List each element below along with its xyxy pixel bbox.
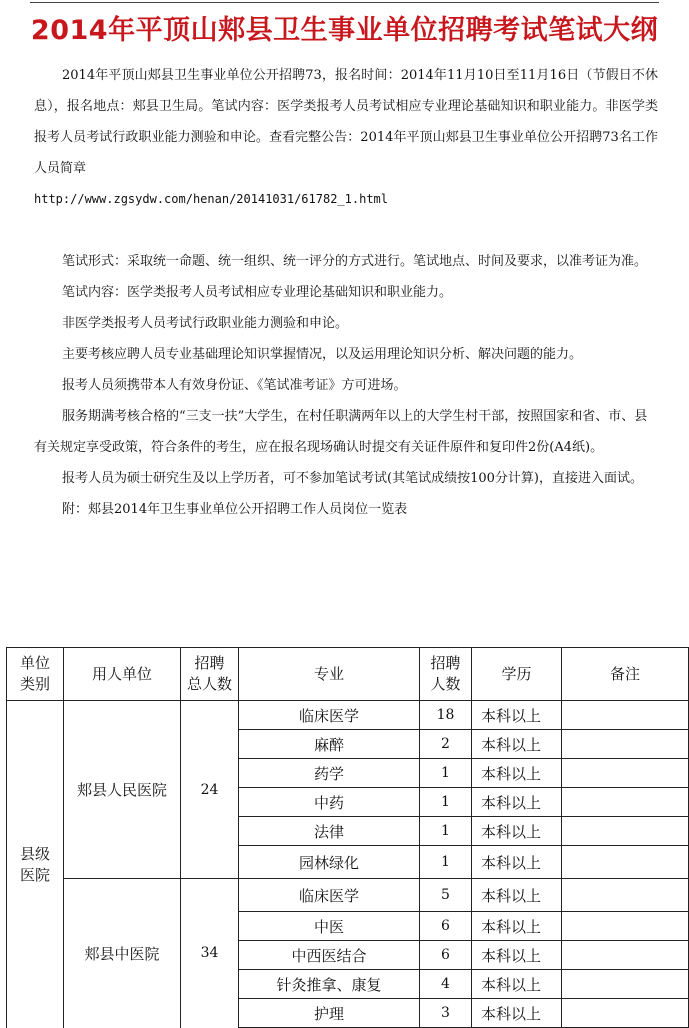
remarks-cell [562,846,689,879]
header-unit: 用人单位 [64,648,181,701]
major-cell: 中西医结合 [239,941,420,970]
positions-table [6,647,689,1028]
major-cell: 药学 [239,759,420,788]
education-cell: 本科以上 [472,879,562,912]
remarks-cell [562,730,689,759]
education-cell: 本科以上 [472,846,562,879]
header-education: 学历 [472,648,562,701]
count-cell: 6 [420,912,472,941]
remarks-cell [562,701,689,730]
unit-total-cell: 34 [181,879,239,1028]
header-category: 单位 类别 [7,648,64,701]
major-cell: 针灸推拿、康复 [239,970,420,999]
remarks-cell [562,788,689,817]
paragraph-policy: 服务期满考核合格的“三支一扶”大学生，在村任职满两年以上的大学生村干部，按照国家和省、市、县有关规定享受政策，符合条件的考生，应在报名现场确认时提交有关证件原件和复印件2份(A4纸)。 [34,409,648,455]
count-cell: 3 [420,999,472,1028]
announcement-link[interactable]: http://www.zgsydw.com/henan/20141031/61782_1.html [34,192,389,206]
document-title: 2014年平顶山郏县卫生事业单位招聘考试笔试大纲 [30,15,659,46]
table-row [7,879,689,912]
remarks-cell [562,999,689,1028]
spacer [34,215,658,246]
remarks-cell [562,970,689,999]
count-cell: 4 [420,970,472,999]
header-remarks: 备注 [562,648,689,701]
appendix-caption: 附：郏县2014年卫生事业单位公开招聘工作人员岗位一览表 [62,502,408,517]
table-header-row [7,648,689,701]
education-cell: 本科以上 [472,970,562,999]
paragraph-exam-content: 笔试内容：医学类报考人员考试相应专业理论基础知识和职业能力。 [62,285,453,300]
education-cell: 本科以上 [472,817,562,846]
major-cell: 法律 [239,817,420,846]
count-cell: 6 [420,941,472,970]
count-cell: 2 [420,730,472,759]
header-total: 招聘 总人数 [181,648,239,701]
major-cell: 中药 [239,788,420,817]
education-cell: 本科以上 [472,912,562,941]
remarks-cell [562,817,689,846]
education-cell: 本科以上 [472,730,562,759]
unit-total-cell: 24 [181,701,239,879]
remarks-cell [562,941,689,970]
header-major: 专业 [239,648,420,701]
paragraph-exam-format: 笔试形式：采取统一命题、统一组织、统一评分的方式进行。笔试地点、时间及要求，以准考证为准。 [62,254,648,269]
major-cell: 麻醉 [239,730,420,759]
table-row [7,701,689,730]
paragraph-id-requirement: 报考人员须携带本人有效身份证、《笔试准考证》方可进场。 [62,378,407,393]
major-cell: 临床医学 [239,701,420,730]
education-cell: 本科以上 [472,701,562,730]
remarks-cell [562,912,689,941]
major-cell: 护理 [239,999,420,1028]
major-cell: 临床医学 [239,879,420,912]
major-cell: 中医 [239,912,420,941]
paragraph-non-medical: 非医学类报考人员考试行政职业能力测验和申论。 [62,316,349,331]
education-cell: 本科以上 [472,999,562,1028]
count-cell: 5 [420,879,472,912]
count-cell: 1 [420,788,472,817]
remarks-cell [562,879,689,912]
unit-cell: 郏县中医院 [64,879,181,1028]
education-cell: 本科以上 [472,788,562,817]
top-rule [30,2,659,3]
count-cell: 1 [420,759,472,788]
intro-paragraph: 2014年平顶山郏县卫生事业单位公开招聘73，报名时间：2014年11月10日至11月16日（节假日不休息），报名地点：郏县卫生局。笔试内容：医学类报考人员考试相应专业理论基础知识和职业能力。非医学类报考人员考试行政职业能力测验和申论。查看完整公告：2014年平顶山郏县卫生事业单位公开招聘73名工作人员简章 [34,68,658,176]
body-text [34,60,658,525]
major-cell: 园林绿化 [239,846,420,879]
paragraph-graduate: 报考人员为硕士研究生及以上学历者，可不参加笔试考试(其笔试成绩按100分计算)，直接进入面试。 [62,471,643,486]
count-cell: 18 [420,701,472,730]
header-count: 招聘 人数 [420,648,472,701]
education-cell: 本科以上 [472,759,562,788]
category-cell: 县级 医院 [7,701,64,1028]
paragraph-assessment: 主要考核应聘人员专业基础理论知识掌握情况，以及运用理论知识分析、解决问题的能力。 [62,347,583,362]
count-cell: 1 [420,846,472,879]
unit-cell: 郏县人民医院 [64,701,181,879]
education-cell: 本科以上 [472,941,562,970]
remarks-cell [562,759,689,788]
count-cell: 1 [420,817,472,846]
